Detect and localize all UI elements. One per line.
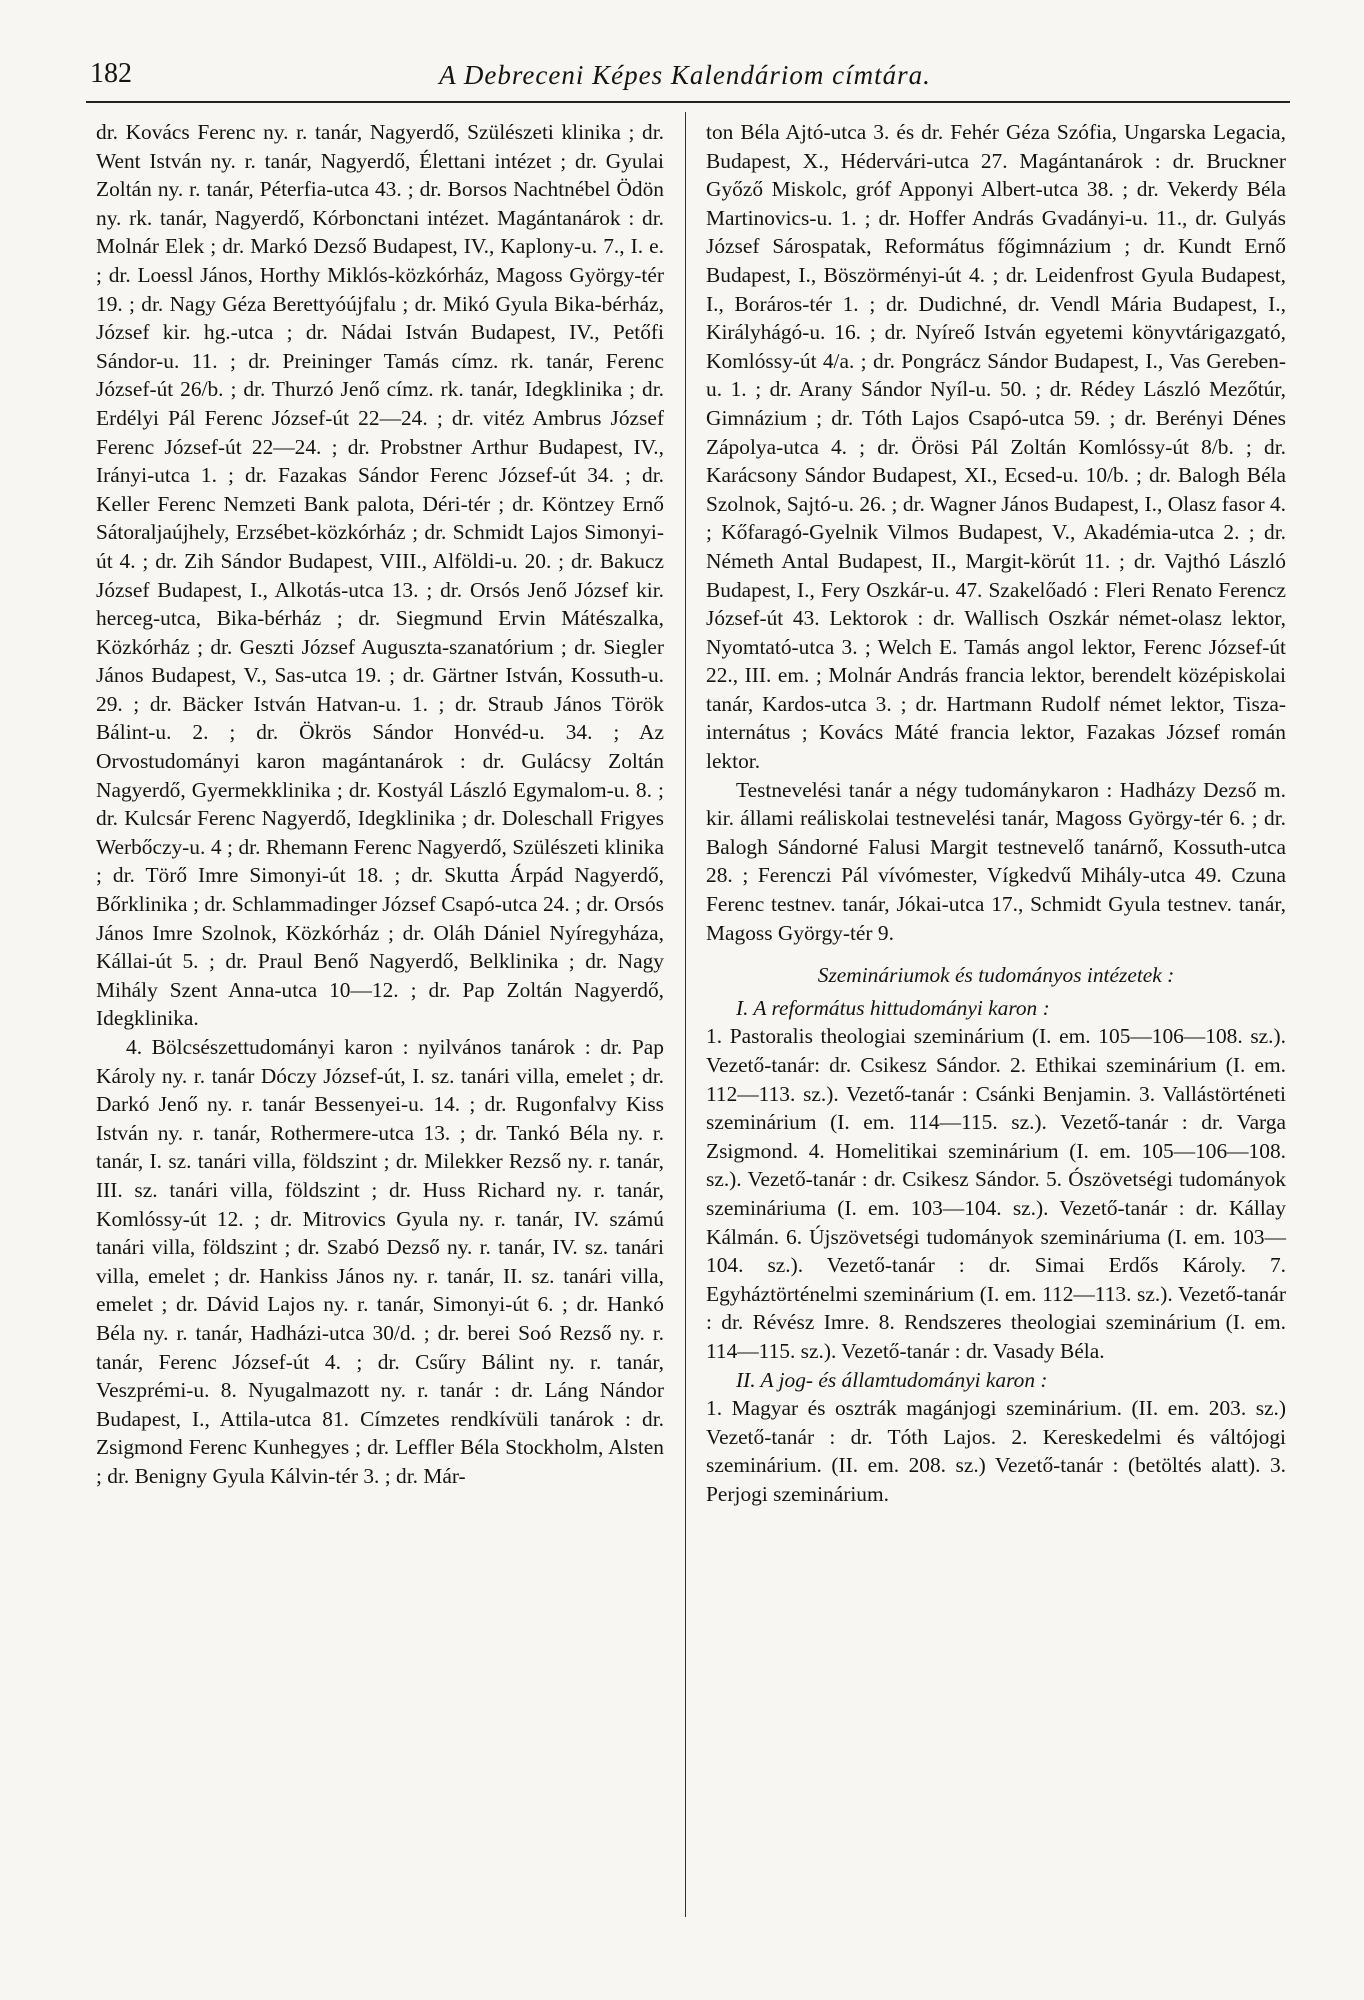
running-title: A Debreceni Képes Kalendáriom címtára. — [439, 60, 931, 90]
right-paragraph-2: Testnevelési tanár a négy tudománykaron : Hadházy Dezső m. kir. állami reáliskolai testnevelési tanár, Magoss György-tér 6. ; dr. Balogh Sándorné Falusi Margit testnevelő tanárnő, Kossuth-utca 28. ; Ferenczi Pál vívómester, Vígkedvű Mihály-utca 49. Czuna Ferenc testnev. tanár, Jókai-utca 17., Schmidt Gyula testnev. tanár, Magoss György-tér 9. — [706, 777, 1286, 945]
right-column — [706, 118, 1286, 1509]
page-number: 182 — [90, 58, 132, 89]
header-rule — [86, 101, 1290, 103]
subsection-2-body: 1. Magyar és osztrák magánjogi szeminárium. (II. em. 203. sz.) Vezető-tanár : dr. Tóth Lajos. 2. Kereskedelmi és váltójogi szeminárium. (II. em. 208. sz.) Vezető-tanár : (betöltés alatt). 3. Perjogi szeminárium. — [706, 1396, 1286, 1506]
column-divider — [685, 112, 686, 1917]
page-header — [80, 52, 1290, 98]
left-column — [96, 118, 664, 1491]
subsection-1-body: 1. Pastoralis theologiai szeminárium (I. em. 105—106—108. sz.). Vezető-tanár: dr. Csikesz Sándor. 2. Ethikai szeminárium (I. em. 112—113. sz.). Vezető-tanár : Csánki Benjamin. 3. Vallástörténeti szeminárium (I. em. 114—115. sz.). Vezető-tanár : dr. Varga Zsigmond. 4. Homelitikai szeminárium (I. em. 105—106—108. sz.). Vezető-tanár : dr. Csikesz Sándor. 5. Ószövetségi tudományok szemináriuma (I. em. 103—104. sz.). Vezető-tanár : dr. Kállay Kálmán. 6. Újszövetségi tudományok szemináriuma (I. em. 103—104. sz.). Vezető-tanár : dr. Simai Erdős Károly. 7. Egyháztörténelmi szeminárium (I. em. 112—113. sz.). Vezető-tanár : dr. Révész Imre. 8. Rendszeres theologiai szeminárium (I. em. 114—115. sz.). Vezető-tanár : dr. Vasady Béla. — [706, 1024, 1286, 1363]
subsection-2-heading: II. A jog- és államtudományi karon : — [736, 1367, 1048, 1392]
section-heading: Szemináriumok és tudományos intézetek : — [817, 963, 1175, 988]
left-paragraph-2: 4. Bölcsészettudományi karon : nyilvános tanárok : dr. Pap Károly ny. r. tanár Dóczy József-út, I. sz. tanári villa, emelet ; dr. Darkó Jenő ny. r. tanár Bessenyei-u. 14. ; dr. Rugonfalvy Kiss István ny. r. tanár, Rothermere-utca 13. ; dr. Tankó Béla ny. r. tanár, I. sz. tanári villa, földszint ; dr. Milekker Rezső ny. r. tanár, III. sz. tanári villa, földszint ; dr. Huss Richard ny. r. tanár, Komlóssy-út 12. ; dr. Mitrovics Gyula ny. r. tanár, IV. számú tanári villa, földszint ; dr. Szabó Dezső ny. r. tanár, IV. sz. tanári villa, emelet ; dr. Hankiss János ny. r. tanár, II. sz. tanári villa, emelet ; dr. Dávid Lajos ny. r. tanár, Simonyi-út 6. ; dr. Hankó Béla ny. r. tanár, Hadházi-utca 30/d. ; dr. berei Soó Rezső ny. r. tanár, Ferenc József-út 4. ; dr. Csűry Bálint ny. r. tanár, Veszprémi-u. 8. Nyugalmazott ny. r. tanár : dr. Láng Nándor Budapest, I., Attila-utca 81. Címzetes rendkívüli tanárok : dr. Zsigmond Ferenc Kunhegyes ; dr. Leffler Béla Stockholm, Alsten ; dr. Benigny Gyula Kálvin-tér 3. ; dr. Már- — [96, 1035, 664, 1488]
left-paragraph-1: dr. Kovács Ferenc ny. r. tanár, Nagyerdő, Szülészeti klinika ; dr. Went István ny. r. tanár, Nagyerdő, Élettani intézet ; dr. Gyulai Zoltán ny. r. tanár, Péterfia-utca 43. ; dr. Borsos Nachtnébel Ödön ny. rk. tanár, Nagyerdő, Kórbonctani intézet. Magántanárok : dr. Molnár Elek ; dr. Markó Dezső Budapest, IV., Kaplony-u. 7., I. e. ; dr. Loessl János, Horthy Miklós-közkórház, Magoss György-tér 19. ; dr. Nagy Géza Berettyóújfalu ; dr. Mikó Gyula Bika-bérház, József kir. hg.-utca ; dr. Nádai István Budapest, IV., Petőfi Sándor-u. 11. ; dr. Preininger Tamás címz. rk. tanár, Ferenc József-út 26/b. ; dr. Thurzó Jenő címz. rk. tanár, Idegklinika ; dr. Erdélyi Pál Ferenc József-út 22—24. ; dr. vitéz Ambrus József Ferenc József-út 22—24. ; dr. Probstner Arthur Budapest, IV., Irányi-utca 1. ; dr. Fazakas Sándor Ferenc József-út 34. ; dr. Keller Ferenc Nemzeti Bank palota, Déri-tér ; dr. Köntzey Ernő Sátoraljaújhely, Erzsébet-közkórház ; dr. Schmidt Lajos Simonyi-út 4. ; dr. Zih Sándor Budapest, VIII., Alföldi-u. 20. ; dr. Bakucz József Budapest, I., Alkotás-utca 13. ; dr. Orsós Jenő József kir. herceg-utca, Bika-bérház ; dr. Siegmund Ervin Mátészalka, Közkórház ; dr. Geszti József Auguszta-szanatórium ; dr. Siegler János Budapest, V., Sas-utca 19. ; dr. Gärtner István, Kossuth-u. 29. ; dr. Bäcker István Hatvan-u. 1. ; dr. Straub János Török Bálint-u. 2. ; dr. Ökrös Sándor Honvéd-u. 34. ; Az Orvostudományi karon magántanárok : dr. Gulácsy Zoltán Nagyerdő, Gyermekklinika ; dr. Kostyál László Egymalom-u. 8. ; dr. Kulcsár Ferenc Nagyerdő, Idegklinika ; dr. Doleschall Frigyes Werbőczy-u. 4 ; dr. Rhemann Ferenc Nagyerdő, Szülészeti klinika ; dr. Törő Imre Simonyi-út 18. ; dr. Skutta Árpád Nagyerdő, Bőrklinika ; dr. Schlammadinger József Csapó-utca 24. ; dr. Orsós János Imre Szolnok, Közkórház ; dr. Oláh Dániel Nyíregyháza, Kállai-út 5. ; dr. Praul Benő Nagyerdő, Belklinika ; dr. Nagy Mihály Szent Anna-utca 10—12. ; dr. Pap Zoltán Nagyerdő, Idegklinika. — [96, 120, 664, 1031]
subsection-1-heading: I. A református hittudományi karon : — [736, 995, 1050, 1020]
right-paragraph-1: ton Béla Ajtó-utca 3. és dr. Fehér Géza Szófia, Ungarska Legacia, Budapest, X., Hédervári-utca 27. Magántanárok : dr. Bruckner Győző Miskolc, gróf Apponyi Albert-utca 38. ; dr. Vekerdy Béla Martinovics-u. 1. ; dr. Hoffer András Gvadányi-u. 11., dr. Gulyás József Sárospatak, Református főgimnázium ; dr. Kundt Ernő Budapest, I., Böszörményi-út 4. ; dr. Leidenfrost Gyula Budapest, I., Boráros-tér 1. ; dr. Dudichné, dr. Vendl Mária Budapest, I., Királyhágó-u. 16. ; dr. Nyíreő István egyetemi könyvtárigazgató, Komlóssy-út 4/a. ; dr. Pongrácz Sándor Budapest, I., Vas Gereben-u. 1. ; dr. Arany Sándor Nyíl-u. 50. ; dr. Rédey László Mezőtúr, Gimnázium ; dr. Tóth Lajos Csapó-utca 59. ; dr. Berényi Dénes Zápolya-utca 4. ; dr. Örösi Pál Zoltán Komlóssy-út 8/b. ; dr. Karácsony Sándor Budapest, XI., Ecsed-u. 10/b. ; dr. Balogh Béla Szolnok, Sajtó-u. 26. ; dr. Wagner János Budapest, I., Olasz fasor 4. ; Kőfaragó-Gyelnik Vilmos Budapest, V., Akadémia-utca 2. ; dr. Németh Antal Budapest, II., Margit-körút 11. ; dr. Vajthó László Budapest, I., Fery Oszkár-u. 47. Szakelőadó : Fleri Renato Ferencz József-út 43. Lektorok : dr. Wallisch Oszkár német-olasz lektor, Nyomtató-utca 3. ; Welch E. Tamás angol lektor, Ferenc József-út 22., III. em. ; Molnár András francia lektor, berendelt középiskolai tanár, Kardos-utca 3. ; dr. Hartmann Rudolf német lektor, Tisza-internátus ; Kovács Máté francia lektor, Fazakas József román lektor. — [706, 120, 1286, 774]
